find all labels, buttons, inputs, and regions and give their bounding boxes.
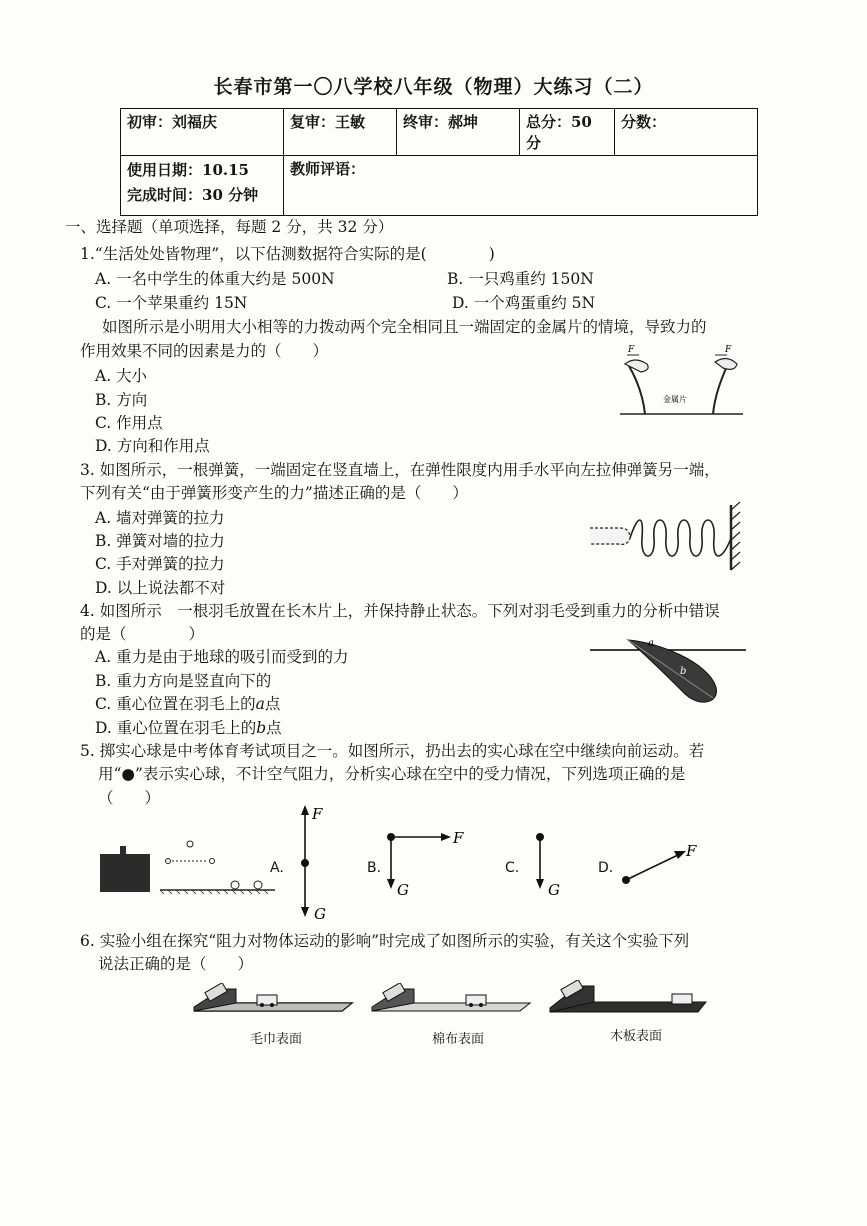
- q4-option-c[interactable]: C. 重心位置在羽毛上的a点: [95, 695, 281, 713]
- section-heading: 一、选择题（单项选择，每题 2 分，共 32 分）: [65, 218, 394, 236]
- cotton-surface-label: 棉布表面: [432, 1032, 485, 1047]
- cotton-surface-figure: [370, 983, 532, 1025]
- question-6-stem-line1: 6. 实验小组在探究“阻力对物体运动的影响”时完成了如图所示的实验，有关这个实验下列: [80, 932, 690, 950]
- wood-surface-label: 木板表面: [610, 1029, 663, 1044]
- question-3-stem-line2: 下列有关“由于弹簧形变产生的力”描述正确的是（ ）: [80, 484, 468, 502]
- first-review: 初审：刘福庆: [121, 109, 284, 156]
- q5-option-d-label[interactable]: D.: [598, 860, 614, 876]
- towel-surface-figure: [192, 983, 354, 1025]
- q4-option-b[interactable]: B. 重力方向是竖直向下的: [95, 672, 272, 690]
- force-label-left: F: [628, 345, 635, 355]
- metal-strip-label: 金属片: [663, 395, 687, 404]
- feather-figure: [588, 632, 750, 712]
- shot-put-scene: [100, 838, 278, 896]
- q5-option-b-diagram[interactable]: [383, 825, 473, 900]
- q5-option-a-diagram[interactable]: [290, 803, 340, 923]
- question-6-stem-line2: 说法正确的是（ ）: [98, 955, 254, 973]
- second-review: 复审：王敏: [284, 109, 397, 156]
- q3-option-c[interactable]: C. 手对弹簧的拉力: [95, 555, 225, 573]
- q5-option-c-diagram[interactable]: [532, 825, 572, 900]
- use-date: 使用日期：10.15: [127, 161, 249, 179]
- q2-option-c[interactable]: C. 作用点: [95, 414, 163, 432]
- q5-option-b-label[interactable]: B.: [367, 860, 382, 876]
- q3-option-d[interactable]: D. 以上说法都不对: [95, 579, 226, 597]
- finish-time: 完成时间：30 分钟: [127, 186, 259, 204]
- question-2-stem-line2: 作用效果不同的因素是力的（ ）: [80, 342, 329, 360]
- question-5-stem-line2: 用“●”表示实心球，不计空气阻力，分析实心球在空中的受力情况，下列选项正确的是: [98, 765, 686, 783]
- q5a-g-label: G: [314, 905, 326, 923]
- review-info-table: [120, 108, 758, 216]
- q2-option-b[interactable]: B. 方向: [95, 391, 148, 409]
- q3-option-a[interactable]: A. 墙对弹簧的拉力: [95, 509, 225, 527]
- q5-option-d-diagram[interactable]: [618, 838, 708, 888]
- question-1-stem: 1.“生活处处皆物理”，以下估测数据符合实际的是( ): [80, 245, 495, 263]
- point-b-label: b: [680, 666, 687, 677]
- q1-option-a[interactable]: A. 一名中学生的体重大约是 500N: [95, 270, 335, 288]
- q1-option-d[interactable]: D. 一个鸡蛋重约 5N: [452, 294, 596, 312]
- q3-option-b[interactable]: B. 弹簧对墙的拉力: [95, 532, 225, 550]
- point-a-label: a: [648, 638, 654, 649]
- question-2-stem-line1: 如图所示是小明用大小相等的力拨动两个完全相同且一端固定的金属片的情境，导致力的: [102, 318, 707, 336]
- question-3-stem-line1: 3. 如图所示，一根弹簧，一端固定在竖直墙上，在弹性限度内用手水平向左拉伸弹簧另一端，: [80, 461, 720, 479]
- q4-option-a[interactable]: A. 重力是由于地球的吸引而受到的力: [95, 648, 349, 666]
- q2-option-a[interactable]: A. 大小: [95, 367, 148, 385]
- page-title: 长春市第一〇八学校八年级（物理）大练习（二）: [213, 76, 654, 98]
- q5a-f-label: F: [312, 805, 323, 823]
- final-review: 终审：郝坤: [397, 109, 520, 156]
- question-4-stem-line2: 的是（ ）: [80, 625, 205, 643]
- towel-surface-label: 毛巾表面: [250, 1032, 303, 1047]
- metal-strip-figure: [615, 340, 750, 420]
- q5-option-c-label[interactable]: C.: [505, 860, 520, 876]
- teacher-comment: 教师评语：: [284, 156, 758, 216]
- wood-surface-figure: [548, 980, 708, 1025]
- q5-option-a-label[interactable]: A.: [270, 860, 284, 876]
- q4-option-d[interactable]: D. 重心位置在羽毛上的b点: [95, 719, 282, 737]
- q5d-f-label: F: [686, 842, 697, 860]
- q5b-f-label: F: [453, 829, 464, 847]
- spring-figure: [585, 500, 750, 575]
- q2-option-d[interactable]: D. 方向和作用点: [95, 437, 210, 455]
- question-4-stem-line1: 4. 如图所示 一根羽毛放置在长木片上，并保持静止状态。下列对羽毛受到重力的分析中错误: [80, 602, 720, 620]
- q5b-g-label: G: [397, 881, 409, 899]
- force-label-right: F: [725, 345, 732, 355]
- q1-option-b[interactable]: B. 一只鸡重约 150N: [447, 270, 594, 288]
- q5c-g-label: G: [548, 881, 560, 899]
- total-score: 总分：50 分: [520, 109, 615, 156]
- date-time-cell: [121, 156, 284, 216]
- question-5-stem-line3: （ ）: [98, 789, 161, 807]
- score-field: 分数：: [615, 109, 758, 156]
- q1-option-c[interactable]: C. 一个苹果重约 15N: [95, 294, 248, 312]
- question-5-stem-line1: 5. 掷实心球是中考体育考试项目之一。如图所示，扔出去的实心球在空中继续向前运动。若: [80, 742, 705, 760]
